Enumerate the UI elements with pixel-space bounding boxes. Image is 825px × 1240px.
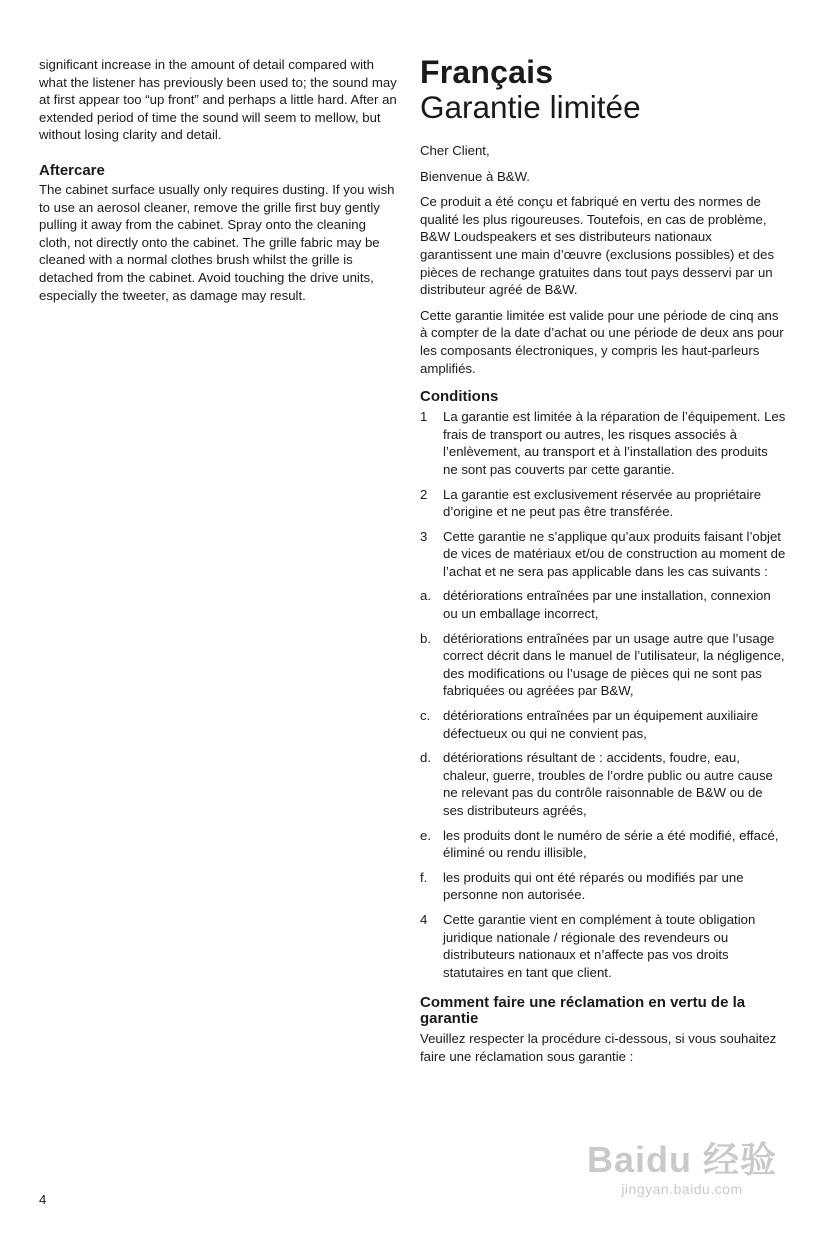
list-text: La garantie est limitée à la réparation de l’équipement. Les frais de transport ou autres, les risques associés à l’enlèvement, au transport et à l’installation des produits ne sont pas couverts par cette garantie.	[443, 409, 786, 477]
aftercare-heading: Aftercare	[39, 161, 105, 179]
list-item	[420, 630, 786, 700]
intro-paragraph: significant increase in the amount of detail compared with what the listener has previously been used to; the sound may at first appear too “up front” and perhaps a little hard. After an extended period of time the sound will seem to mellow, but without losing clarity and detail.	[39, 57, 397, 143]
list-marker: e.	[420, 827, 431, 843]
claim-heading: Comment faire une réclamation en vertu de la garantie	[420, 994, 746, 1028]
list-item	[420, 528, 786, 581]
list-marker: 1	[420, 409, 428, 425]
list-marker: 2	[420, 486, 428, 502]
claim-paragraph: Veuillez respecter la procédure ci-dessous, si vous souhaitez faire une réclamation sous garantie :	[420, 1031, 777, 1064]
list-item	[420, 869, 786, 904]
list-item	[420, 486, 786, 521]
watermark-url: jingyan.baidu.com	[621, 1181, 743, 1197]
conditions-heading: Conditions	[420, 388, 499, 406]
language-title: Français	[420, 54, 554, 90]
conditions-list	[420, 408, 786, 981]
list-marker: d.	[420, 750, 431, 766]
aftercare-paragraph: The cabinet surface usually only requires dusting. If you wish to use an aerosol cleaner, remove the grille first buy gently pulling it away from the cabinet. Spray onto the cleaning cloth, not directly onto the cabinet. The grille fabric may be cleaned with a normal clothes brush whilst the grille is detached from the cabinet. Avoid touching the drive units, especially the tweeter, as damage may result.	[39, 181, 395, 303]
list-item	[420, 587, 786, 622]
list-text: détériorations entraînées par une installation, connexion ou un emballage incorrect,	[443, 588, 771, 622]
list-text: détériorations résultant de : accidents, foudre, eau, chaleur, guerre, troubles de l’ordre public ou autre cause ne relevant pas du contrôle raisonnable de B&W ou de ses distributeurs agréés,	[443, 750, 773, 818]
baidu-watermark	[582, 1140, 782, 1206]
watermark-logo: Baidu 经验	[586, 1139, 777, 1180]
warranty-intro-paragraph: Ce produit a été conçu et fabriqué en vertu des normes de qualité les plus rigoureuses. Toutefois, en cas de problème, B&W Loudspeakers et ses distributeurs nationaux garantissent une main d’œuvre (exclusions possibles) et des pièces de rechange gratuites dans tout pays desservi par un distributeur agréé de B&W.	[420, 194, 775, 298]
list-marker: c.	[420, 708, 431, 724]
list-marker: f.	[420, 869, 428, 885]
list-text: détériorations entraînées par un équipement auxiliaire défectueux ou qui ne convient pas,	[443, 708, 759, 741]
warranty-period-paragraph: Cette garantie limitée est valide pour une période de cinq ans à compter de la date d’achat ou une période de deux ans pour les composants électroniques, y compris les haut-parleurs amplifiés.	[420, 307, 784, 376]
list-item	[420, 408, 786, 478]
list-marker: b.	[420, 630, 431, 646]
left-column	[39, 56, 401, 304]
list-text: les produits qui ont été réparés ou modifiés par une personne non autorisée.	[443, 869, 744, 903]
list-item	[420, 707, 786, 742]
right-column	[420, 56, 786, 1066]
list-marker: 3	[420, 528, 428, 544]
list-text: Cette garantie vient en complément à toute obligation juridique nationale / régionale des revendeurs ou distributeurs nationaux et n’affecte pas vos droits statutaires en tant que client.	[443, 911, 756, 980]
list-item	[420, 827, 786, 862]
list-text: La garantie est exclusivement réservée au propriétaire d’origine et ne peut pas être transférée.	[443, 486, 762, 520]
list-marker: a.	[420, 588, 431, 604]
list-text: détériorations entraînées par un usage autre que l’usage correct décrit dans le manuel de l’utilisateur, la négligence, des modifications ou l’usage de pièces qui ne sont pas fabriquées ou agréées par B&W,	[443, 630, 785, 699]
section-title: Garantie limitée	[420, 89, 641, 125]
list-item	[420, 749, 786, 819]
list-text: les produits dont le numéro de série a été modifié, effacé, éliminé ou rendu illisible,	[443, 827, 779, 861]
welcome: Bienvenue à B&W.	[420, 168, 530, 184]
page-number: 4	[39, 1192, 47, 1207]
greeting: Cher Client,	[420, 143, 490, 158]
list-marker: 4	[420, 911, 428, 927]
list-text: Cette garantie ne s’applique qu’aux produits faisant l’objet de vices de matériaux et/ou de construction au moment de l’achat et ne sera pas applicable dans les cas suivants :	[443, 528, 786, 579]
list-item	[420, 911, 786, 981]
